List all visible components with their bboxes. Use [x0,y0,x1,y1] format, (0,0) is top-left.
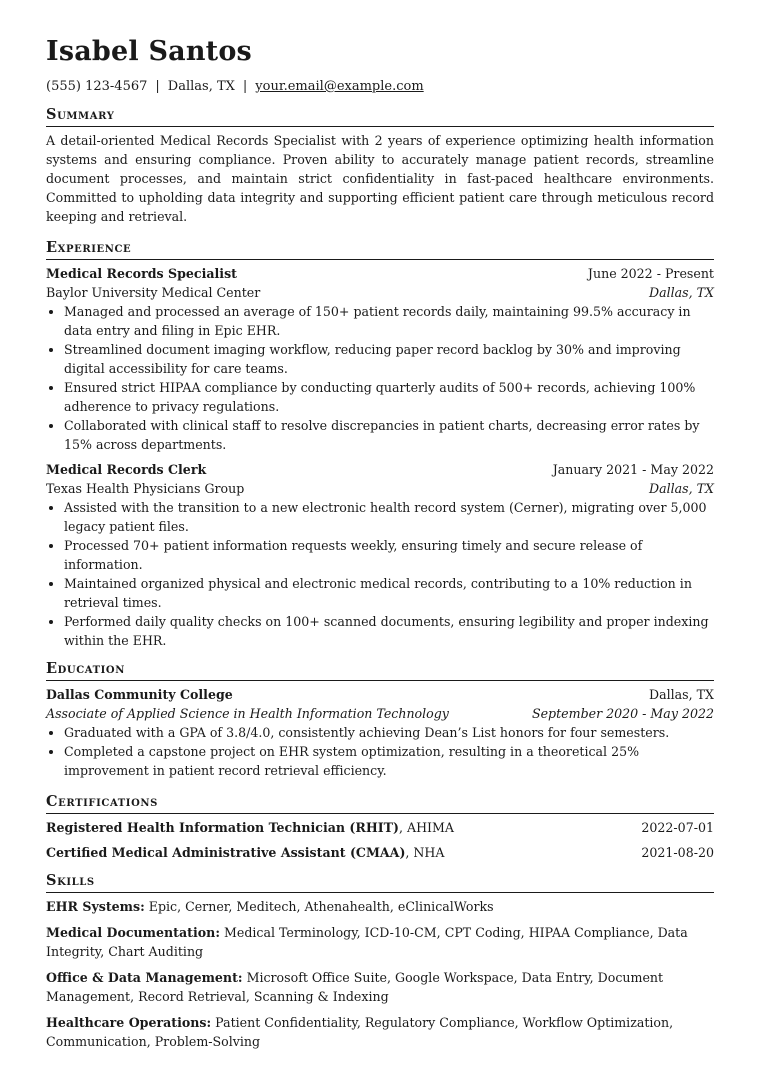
list-item: • Maintained organized physical and electronic medical records, contributing to a 10% reduction in retrieval times. [64,574,714,612]
separator: | [155,79,160,94]
certification-name: Certified Medical Administrative Assistant (CMAA) [46,845,406,860]
degree: Associate of Applied Science in Health Information Technology [46,706,449,721]
job-location: Dallas, TX [648,481,714,496]
certification-issuer: , NHA [405,845,445,860]
skill-row [46,897,714,916]
education-header [46,685,714,704]
location: Dallas, TX [167,79,235,94]
education-subheader [46,704,714,723]
summary-text: A detail-oriented Medical Records Specialist with 2 years of experience optimizing health information systems and ensuring compliance. Proven ability to accurately manage patient records, streamline document processes, and maintain strict confidentiality in fast-paced healthcare environments. Committed to upholding data integrity and supporting efficient patient care through meticulous record keeping and retrieval. [46,133,714,224]
skill-value: Patient Confidentiality, Regulatory Compliance, Workflow Optimization, Communication, Problem-Solving [46,1015,674,1049]
separator: | [242,79,248,94]
certification-text [46,818,454,837]
job-role: Medical Records Specialist [46,266,238,281]
list-item: • Managed and processed an average of 150+ patient records daily, maintaining 99.5% accuracy in data entry and filing in Epic EHR. [64,302,714,340]
list-item: • Graduated with a GPA of 3.8/4.0, consistently achieving Dean’s List honors for four semesters. [64,723,714,742]
candidate-name: Isabel Santos [46,36,252,67]
skill-row [46,968,714,1006]
list-item: • Collaborated with clinical staff to resolve discrepancies in patient charts, decreasing error rates by 15% across departments. [64,416,714,454]
school-name: Dallas Community College [46,687,233,702]
list-item: • Assisted with the transition to a new electronic health record system (Cerner), migrating over 5,000 legacy patient files. [64,498,714,536]
job-bullets [46,498,714,650]
section-title-skills: Skills [46,871,714,893]
list-item: • Processed 70+ patient information requests weekly, ensuring timely and secure release of information. [64,536,714,574]
job-bullets [46,302,714,454]
list-item: • Performed daily quality checks on 100+ scanned documents, ensuring legibility and proper indexing within the EHR. [64,612,714,650]
skill-value: Epic, Cerner, Meditech, Athenahealth, eClinicalWorks [144,899,494,914]
job-subheader [46,283,714,302]
summary-section [46,105,714,226]
experience-section [46,238,714,650]
job-org: Texas Health Physicians Group [46,481,245,496]
list-item: • Completed a capstone project on EHR system optimization, resulting in a theoretical 25% improvement in patient record retrieval efficiency. [64,742,714,780]
certifications-section [46,792,714,862]
certification-row [46,843,714,862]
skill-value: Microsoft Office Suite, Google Workspace, Data Entry, Document Management, Record Retrieval, Scanning & Indexing [46,970,664,1004]
job-location: Dallas, TX [648,285,714,300]
skill-label: Medical Documentation: [46,925,220,940]
skill-label: Healthcare Operations: [46,1015,212,1030]
section-title-summary: Summary [46,105,714,127]
certification-date: 2022-07-01 [641,820,714,835]
certification-row [46,818,714,837]
job-dates: January 2021 - May 2022 [552,462,714,477]
email-link[interactable]: your.email@example.com [255,79,424,94]
contact-line [46,78,714,96]
skill-row [46,1013,714,1051]
list-item: • Streamlined document imaging workflow, reducing paper record backlog by 30% and improving digital accessibility for care teams. [64,340,714,378]
section-title-experience: Experience [46,238,714,260]
skill-label: Office & Data Management: [46,970,243,985]
skill-row [46,923,714,961]
education-bullets [46,723,714,780]
job-header [46,460,714,479]
education-section [46,659,714,780]
job-header [46,264,714,283]
school-location: Dallas, TX [648,687,714,702]
job-role: Medical Records Clerk [46,462,207,477]
skills-section [46,871,714,1051]
certification-date: 2021-08-20 [641,845,714,860]
certification-issuer: , AHIMA [398,820,455,835]
job-entry [46,460,714,650]
job-entry [46,264,714,454]
section-title-education: Education [46,659,714,681]
job-org: Baylor University Medical Center [46,285,261,300]
list-item: • Ensured strict HIPAA compliance by conducting quarterly audits of 500+ records, achieving 100% adherence to privacy regulations. [64,378,714,416]
certification-name: Registered Health Information Technician (RHIT) [46,820,399,835]
job-subheader [46,479,714,498]
job-dates: June 2022 - Present [587,266,714,281]
section-title-certifications: Certifications [46,792,714,814]
skill-label: EHR Systems: [46,899,145,914]
certification-text [46,843,445,862]
education-dates: September 2020 - May 2022 [531,706,714,721]
phone: (555) 123-4567 [46,79,148,94]
skill-value: Medical Terminology, ICD-10-CM, CPT Coding, HIPAA Compliance, Data Integrity, Chart Auditing [46,925,688,959]
